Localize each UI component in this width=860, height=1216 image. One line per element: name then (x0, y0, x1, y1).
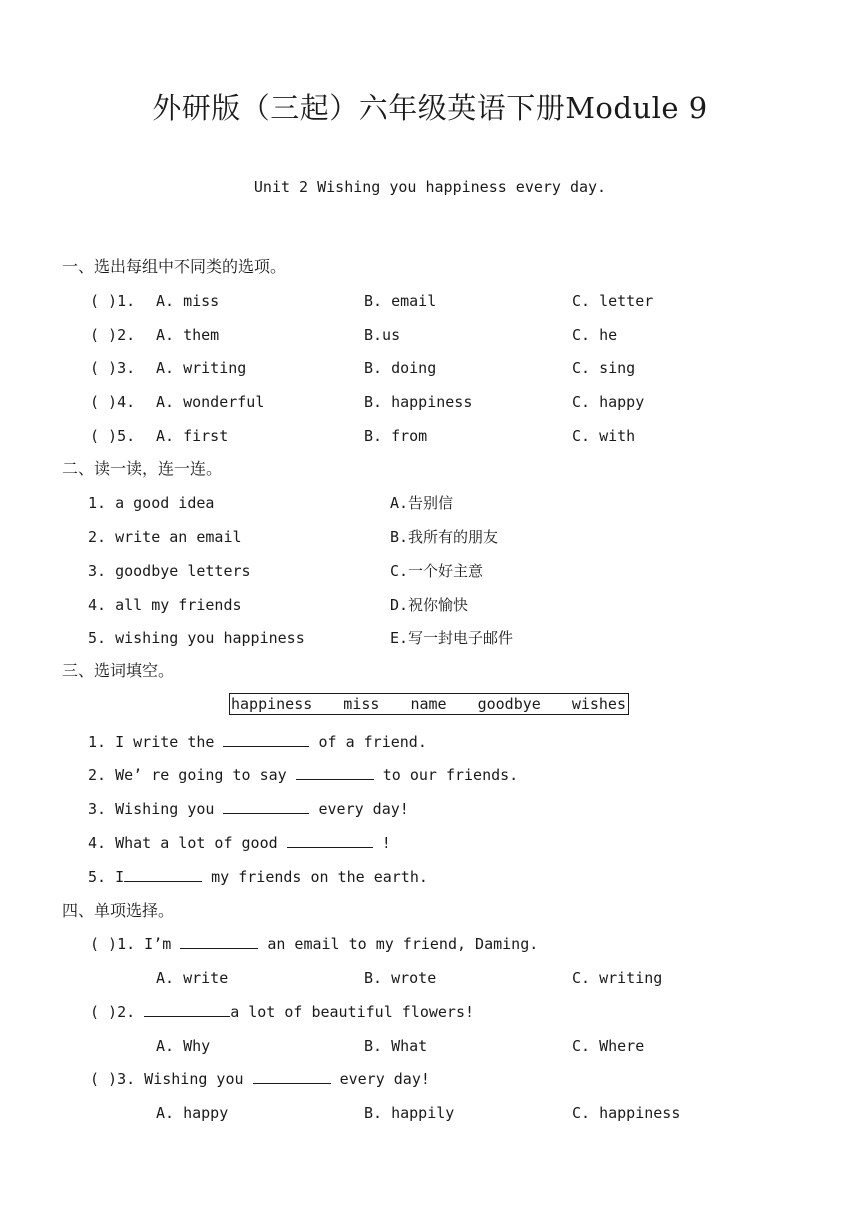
section2-heading: 二、读一读，连一连。 (62, 459, 223, 478)
s1-q2-number: ( )2. (90, 326, 136, 344)
word-bank-word-happiness: happiness (231, 695, 313, 713)
s2-right-item-b: B.我所有的朋友 (390, 528, 499, 546)
s4-q2-option-b: B. What (364, 1037, 428, 1055)
s4-question-1-end: an email to my friend, Daming. (258, 935, 539, 953)
s2-right-item-a: A.告别信 (390, 494, 454, 512)
s4-q2-option-a: A. Why (156, 1037, 211, 1055)
s2-left-item-4: 4. all my friends (88, 596, 242, 614)
s2-left-item-1: 1. a good idea (88, 494, 215, 512)
s4-q3-option-c: C. happiness (572, 1104, 681, 1122)
s3-sentence-4-start: 4. What a lot of good (88, 834, 287, 852)
s4-q2-option-c: C. Where (572, 1037, 645, 1055)
s1-q3-number: ( )3. (90, 359, 136, 377)
s3-sentence-3 (88, 799, 409, 819)
s4-q1-option-a: A. write (156, 969, 229, 987)
answer-blank[interactable] (144, 1002, 230, 1017)
s3-sentence-5-start: 5. I (88, 868, 125, 886)
s1-q1-number: ( )1. (90, 292, 136, 310)
s3-sentence-3-start: 3. Wishing you (88, 800, 224, 818)
s3-sentence-1-start: 1. I write the (88, 733, 224, 751)
s3-sentence-4 (88, 833, 391, 853)
s1-q4-option-a: A. wonderful (156, 393, 265, 411)
answer-blank[interactable] (223, 799, 309, 814)
s4-question-2 (90, 1002, 474, 1022)
s1-q5-option-b: B. from (364, 427, 428, 445)
s4-q1-option-c: C. writing (572, 969, 663, 987)
s2-right-item-c: C.一个好主意 (390, 562, 484, 580)
s3-sentence-5 (88, 867, 428, 887)
s3-sentence-2 (88, 765, 518, 785)
s1-q2-option-c: C. he (572, 326, 618, 344)
s3-sentence-3-end: every day! (309, 800, 409, 818)
s1-q1-option-b: B. email (364, 292, 437, 310)
answer-blank[interactable] (223, 732, 309, 747)
page-subtitle: Unit 2 Wishing you happiness every day. (253, 178, 607, 196)
answer-blank[interactable] (124, 867, 202, 882)
word-bank (229, 693, 629, 715)
s1-q1-option-a: A. miss (156, 292, 220, 310)
s4-question-1-start: ( )1. I’m (90, 935, 181, 953)
s4-question-3-start: ( )3. Wishing you (90, 1070, 253, 1088)
s1-q4-number: ( )4. (90, 393, 136, 411)
s4-question-2-start: ( )2. (90, 1003, 145, 1021)
s1-q3-option-c: C. sing (572, 359, 636, 377)
s4-question-3-end: every day! (330, 1070, 430, 1088)
s4-question-2-end: a lot of beautiful flowers! (230, 1003, 475, 1021)
s1-q1-option-c: C. letter (572, 292, 654, 310)
s1-q4-option-c: C. happy (572, 393, 645, 411)
s1-q5-option-c: C. with (572, 427, 636, 445)
s1-q2-option-a: A. them (156, 326, 220, 344)
s1-q5-option-a: A. first (156, 427, 229, 445)
word-bank-word-wishes: wishes (571, 695, 626, 713)
s1-q3-option-b: B. doing (364, 359, 437, 377)
s3-sentence-1-end: of a friend. (309, 733, 427, 751)
s2-right-item-e: E.写一封电子邮件 (390, 629, 514, 647)
s1-q5-number: ( )5. (90, 427, 136, 445)
s2-left-item-2: 2. write an email (88, 528, 242, 546)
s2-right-item-d: D.祝你愉快 (390, 596, 469, 614)
word-bank-word-miss: miss (343, 695, 380, 713)
s3-sentence-2-end: to our friends. (373, 766, 519, 784)
s3-sentence-5-end: my friends on the earth. (202, 868, 428, 886)
s4-q3-option-b: B. happily (364, 1104, 455, 1122)
section4-heading: 四、单项选择。 (62, 901, 175, 920)
word-bank-word-goodbye: goodbye (477, 695, 541, 713)
s3-sentence-4-end: ! (372, 834, 391, 852)
s1-q3-option-a: A. writing (156, 359, 247, 377)
s4-q3-option-a: A. happy (156, 1104, 229, 1122)
s3-sentence-2-start: 2. We’ re going to say (88, 766, 296, 784)
answer-blank[interactable] (180, 934, 258, 949)
answer-blank[interactable] (296, 765, 374, 780)
s4-question-1 (90, 934, 538, 954)
s1-q2-option-b: B.us (364, 326, 401, 344)
answer-blank[interactable] (287, 833, 373, 848)
section1-heading: 一、选出每组中不同类的选项。 (62, 257, 287, 276)
s1-q4-option-b: B. happiness (364, 393, 473, 411)
s2-left-item-3: 3. goodbye letters (88, 562, 251, 580)
word-bank-word-name: name (410, 695, 447, 713)
section3-heading: 三、选词填空。 (62, 661, 175, 680)
s3-sentence-1 (88, 732, 427, 752)
s4-question-3 (90, 1069, 430, 1089)
s2-left-item-5: 5. wishing you happiness (88, 629, 305, 647)
answer-blank[interactable] (253, 1069, 331, 1084)
s4-q1-option-b: B. wrote (364, 969, 437, 987)
page-title: 外研版（三起）六年级英语下册Module 9 (152, 91, 708, 125)
